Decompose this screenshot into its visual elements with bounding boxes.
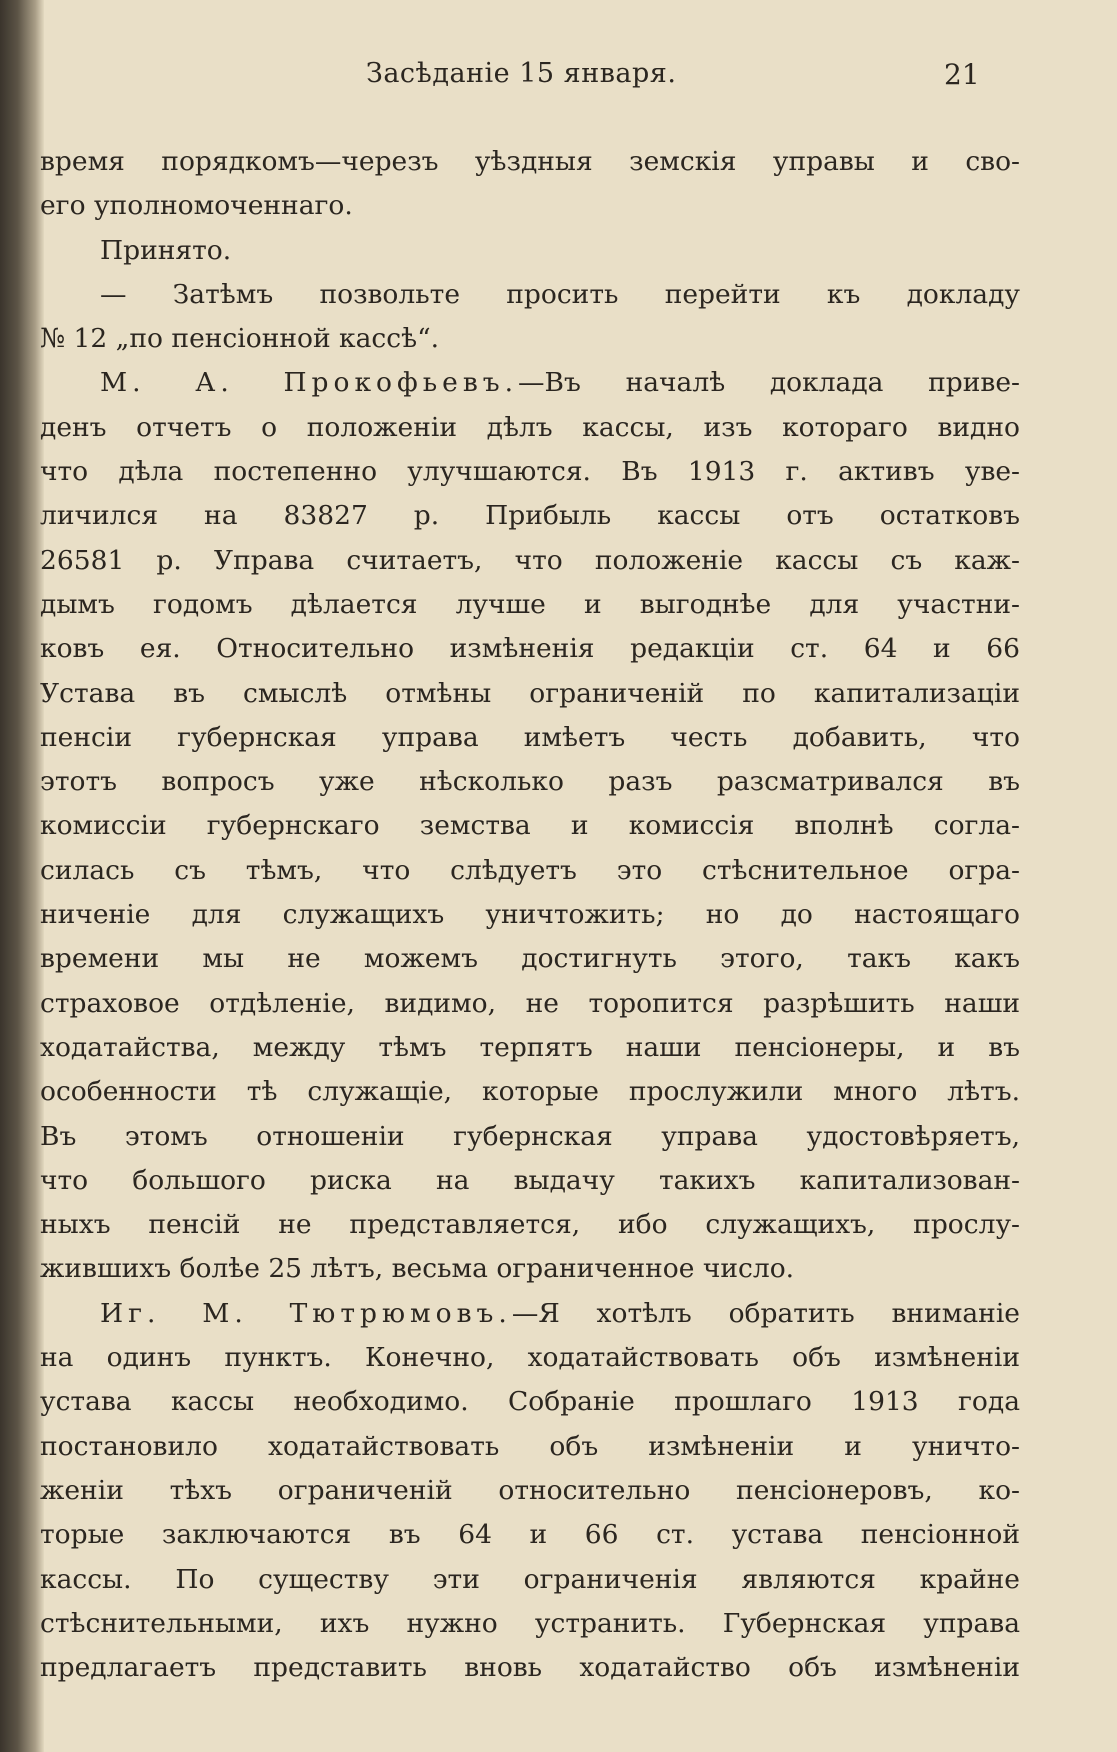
- text-line: [40, 229, 1020, 273]
- text-line: [40, 1247, 1020, 1291]
- line-text: ковъ ея. Относительно измѣненія редакціи ст. 64 и 66: [40, 633, 1020, 665]
- page-number: 21: [944, 58, 980, 91]
- text-line: [40, 893, 1020, 937]
- line-text: —Я хотѣлъ обратить вниманіе: [511, 1297, 1020, 1329]
- text-line: [40, 1292, 1020, 1336]
- line-text: Въ этомъ отношеніи губернская управа удостовѣряетъ,: [40, 1120, 1020, 1152]
- text-line: [40, 1513, 1020, 1557]
- line-text: жившихъ болѣе 25 лѣтъ, весьма ограниченное число.: [40, 1253, 795, 1285]
- text-line: [40, 539, 1020, 583]
- line-text: постановило ходатайствовать объ измѣненіи и уничто-: [40, 1430, 1020, 1462]
- book-gutter-shadow: [0, 0, 44, 1752]
- line-text: № 12 „по пенсіонной кассѣ“.: [40, 323, 440, 355]
- line-text: страховое отдѣленіе, видимо, не торопится разрѣшить наши: [40, 987, 1020, 1019]
- line-text: дымъ годомъ дѣлается лучше и выгоднѣе для участни-: [40, 588, 1020, 620]
- line-text: особенности тѣ служащіе, которые прослужили много лѣтъ.: [40, 1076, 1020, 1108]
- line-text: что дѣла постепенно улучшаются. Въ 1913 г. активъ уве-: [40, 456, 1020, 488]
- text-line: [40, 361, 1020, 405]
- text-line: [40, 849, 1020, 893]
- text-line: [40, 1070, 1020, 1114]
- text-line: [40, 716, 1020, 760]
- line-text: ныхъ пенсій не представляется, ибо служащихъ, прослу-: [40, 1209, 1020, 1241]
- text-line: [40, 804, 1020, 848]
- line-text: комиссіи губернскаго земства и комиссія вполнѣ согла-: [40, 810, 1020, 842]
- line-text: Принято.: [100, 234, 232, 266]
- line-text: его уполномоченнаго.: [40, 190, 353, 222]
- text-line: [40, 184, 1020, 228]
- line-text: Устава въ смыслѣ отмѣны ограниченій по капитализаціи: [40, 677, 1020, 709]
- text-line: [40, 937, 1020, 981]
- text-line: [40, 1380, 1020, 1424]
- line-text: — Затѣмъ позвольте просить перейти къ докладу: [100, 278, 1020, 310]
- line-text: на одинъ пунктъ. Конечно, ходатайствовать объ измѣненіи: [40, 1342, 1020, 1374]
- line-text: времени мы не можемъ достигнуть этого, такъ какъ: [40, 943, 1020, 975]
- text-line: [40, 1425, 1020, 1469]
- line-text: 26581 р. Управа считаетъ, что положеніе кассы съ каж-: [40, 544, 1020, 576]
- running-head: Засѣданіе 15 января.: [366, 58, 677, 89]
- line-text: пенсіи губернская управа имѣетъ честь добавить, что: [40, 721, 1020, 753]
- line-text: стѣснительными, ихъ нужно устранить. Губернская управа: [40, 1607, 1020, 1639]
- line-text: предлагаетъ представить вновь ходатайство объ измѣненіи: [40, 1652, 1020, 1684]
- page-header: [0, 58, 1117, 102]
- line-text: ходатайства, между тѣмъ терпятъ наши пенсіонеры, и въ: [40, 1031, 1020, 1063]
- line-text: —Въ началѣ доклада приве-: [518, 367, 1020, 399]
- text-line: [40, 1602, 1020, 1646]
- text-line: [40, 140, 1020, 184]
- text-line: [40, 1469, 1020, 1513]
- line-text: торые заключаются въ 64 и 66 ст. устава пенсіонной: [40, 1519, 1020, 1551]
- text-line: [40, 1159, 1020, 1203]
- line-text: денъ отчетъ о положеніи дѣлъ кассы, изъ котораго видно: [40, 411, 1020, 443]
- text-line: [40, 1026, 1020, 1070]
- body-text: [40, 140, 1020, 1690]
- text-line: [40, 494, 1020, 538]
- text-line: [40, 583, 1020, 627]
- text-line: [40, 317, 1020, 361]
- text-line: [40, 450, 1020, 494]
- text-line: [40, 406, 1020, 450]
- line-text: кассы. По существу эти ограниченія являются крайне: [40, 1563, 1020, 1595]
- line-text: ниченіе для служащихъ уничтожить; но до настоящаго: [40, 899, 1020, 931]
- text-line: [40, 1203, 1020, 1247]
- line-text: этотъ вопросъ уже нѣсколько разъ разсматривался въ: [40, 766, 1020, 798]
- text-line: [40, 672, 1020, 716]
- text-line: [40, 627, 1020, 671]
- line-text: силась съ тѣмъ, что слѣдуетъ это стѣснительное огра-: [40, 854, 1020, 886]
- line-text: устава кассы необходимо. Собраніе прошлаго 1913 года: [40, 1386, 1020, 1418]
- line-text: что большого риска на выдачу такихъ капитализован-: [40, 1164, 1020, 1196]
- line-text: личился на 83827 р. Прибыль кассы отъ остатковъ: [40, 500, 1020, 532]
- line-text: женіи тѣхъ ограниченій относительно пенсіонеровъ, ко-: [40, 1474, 1020, 1506]
- line-text: время порядкомъ—черезъ уѣздныя земскія управы и сво-: [40, 146, 1020, 177]
- speaker-name: Иг. М. Тютрюмовъ.: [100, 1297, 512, 1329]
- text-line: [40, 1115, 1020, 1159]
- text-line: [40, 982, 1020, 1026]
- text-line: [40, 273, 1020, 317]
- text-line: [40, 760, 1020, 804]
- speaker-name: М. А. Прокофьевъ.: [100, 367, 519, 399]
- text-line: [40, 1646, 1020, 1690]
- text-line: [40, 1336, 1020, 1380]
- text-line: [40, 1558, 1020, 1602]
